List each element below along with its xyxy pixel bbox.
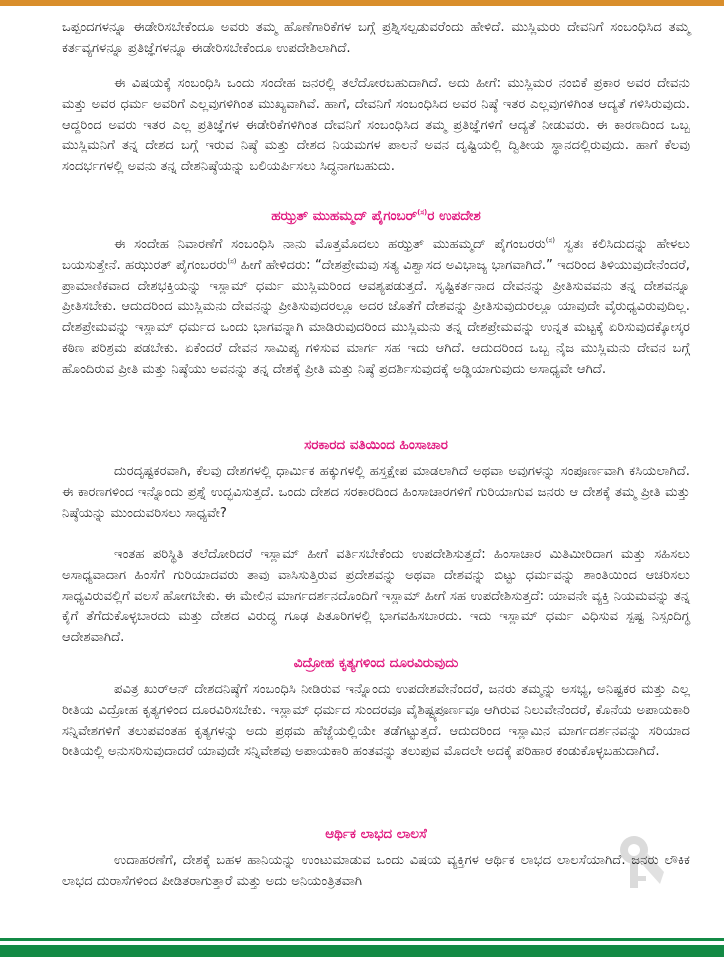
text: ಸ್ವತಃ ಕಲಿಸಿದುದನ್ನು ಹೇಳಲು ಬಯಸುತ್ತೇನೆ. ಹಝುರತ್ ಪೈಗಂಬರರು	[62, 237, 690, 273]
honorific-superscript: (ಸ)	[227, 257, 237, 266]
honorific-superscript: (ಸ)	[417, 208, 428, 217]
section-heading	[62, 208, 690, 224]
paragraph: ಪವಿತ್ರ ಖುರ್‌ಆನ್ ದೇಶದನಿಷ್ಠೆಗೆ ಸಂಬಂಧಿಸಿ ನೀಡಿರುವ ಇನ್ನೊಂದು ಉಪದೇಶವೇನೆಂದರೆ, ಜನರು ತಮ್ಮನ್ನು ಅಸಭ್ಯ, ಅನಿಷ್ಟಕರ ಮತ್ತು ಎಲ್ಲ ರೀತಿಯ ವಿದ್ರೋಹ ಕೃತ್ಯಗಳಿಂದ ದೂರವಿರಿಸಬೇಕು. ಇಸ್ಲಾಮ್ ಧರ್ಮದ ಸುಂದರವೂ ವೈಶಿಷ್ಟ್ಯಪೂರ್ಣವೂ ಆಗಿರುವ ನಿಲುವೇನೆಂದರೆ, ಕೊನೆಯ ಅಪಾಯಕಾರಿ ಸನ್ನಿವೇಶಗಳಿಗೆ ತಲುಪವಂತಹ ಕೃತ್ಯಗಳನ್ನು ಅದು ಪ್ರಥಮ ಹೆಜ್ಜೆಯಲ್ಲಿಯೇ ತಡೆಗಟ್ಟುತ್ತದೆ. ಆದುದರಿಂದ ಇಸ್ಲಾಮಿನ ಮಾರ್ಗದರ್ಶನವನ್ನು ಸರಿಯಾದ ರೀತಿಯಲ್ಲಿ ಅನುಸರಿಸುವುದಾದರೆ ಯಾವುದೇ ಸನ್ನಿವೇಶವು ಅಪಾಯಕಾರಿ ಹಂತವನ್ನು ತಲುಪುವ ಮೊದಲೇ ಅದಕ್ಕೆ ಪರಿಹಾರ ಕಂಡುಕೊಳ್ಳಬಹುದಾಗಿದೆ.	[62, 682, 690, 760]
paragraph: ಉದಾಹರಣೆಗೆ, ದೇಶಕ್ಕೆ ಬಹಳ ಹಾನಿಯನ್ನು ಉಂಟುಮಾಡುವ ಒಂದು ವಿಷಯ ವ್ಯಕ್ತಿಗಳ ಆರ್ಥಿಕ ಲಾಭದ ಲಾಲಸೆಯಾಗಿದೆ. ಜನರು ಲೌಕಿಕ ಲಾಭದ ದುರಾಸೆಗಳಿಂದ ಪೀಡಿತರಾಗುತ್ತಾರೆ ಮತ್ತು ಅದು ಅನಿಯಂತ್ರಿತವಾಗಿ	[62, 853, 690, 889]
top-accent-bar	[0, 0, 724, 6]
footer-rule-thick	[0, 945, 724, 957]
paragraph	[62, 235, 690, 381]
paragraph: ಇಂತಹ ಪರಿಸ್ಥಿತಿ ತಲೆದೋರಿದರೆ ಇಸ್ಲಾಮ್ ಹೀಗೆ ವರ್ತಿಸಬೇಕೆಂದು ಉಪದೇಶಿಸುತ್ತದೆ: ಹಿಂಸಾಚಾರ ಮಿತಿಮೀರಿದಾಗ ಮತ್ತು ಸಹಿಸಲು ಅಸಾಧ್ಯವಾದಾಗ ಹಿಂಸೆಗೆ ಗುರಿಯಾದವರು ತಾವು ವಾಸಿಸುತ್ತಿರುವ ಪ್ರದೇಶವನ್ನು ಅಥವಾ ದೇಶವನ್ನು ಬಿಟ್ಟು ಧರ್ಮವನ್ನು ಶಾಂತಿಯಿಂದ ಆಚರಿಸಲು ಸಾಧ್ಯವಿರುವಲ್ಲಿಗೆ ವಲಸೆ ಹೋಗಬೇಕು. ಈ ಮೇಲಿನ ಮಾರ್ಗದರ್ಶನದೊಂದಿಗೆ ಇಸ್ಲಾಮ್ ಹೀಗೆ ಸಹ ಉಪದೇಶಿಸುತ್ತದೆ: ಯಾವನೇ ವ್ಯಕ್ತಿ ನಿಯಮವನ್ನು ತನ್ನ ಕೈಗೆ ತೆಗೆದುಕೊಳ್ಳಬಾರದು ಮತ್ತು ದೇಶದ ವಿರುದ್ಧ ಗೂಢ ಪಿತೂರಿಗಳಲ್ಲಿ ಭಾಗವಹಿಸಬಾರದು. ಇದು ಇಸ್ಲಾಮ್ ಧರ್ಮ ವಿಧಿಸುವ ಸ್ಪಷ್ಟ ನಿಸ್ಸಂದಿಗ್ಧ ಆದೇಶವಾಗಿದೆ.	[62, 547, 690, 646]
paragraph: ಈ ವಿಷಯಕ್ಕೆ ಸಂಬಂಧಿಸಿ ಒಂದು ಸಂದೇಹ ಜನರಲ್ಲಿ ತಲೆದೋರಬಹುದಾಗಿದೆ. ಅದು ಹೀಗೆ: ಮುಸ್ಲಿಮರ ನಂಬಿಕೆ ಪ್ರಕಾರ ಅವರ ದೇವನು ಮತ್ತು ಅವರ ಧರ್ಮ ಅವರಿಗೆ ಎಲ್ಲವುಗಳಿಗಿಂತ ಮುಖ್ಯವಾಗಿವೆ. ಹಾಗೆ, ದೇವನಿಗೆ ಸಂಬಂಧಿಸಿದ ಅವರ ನಿಷ್ಠೆ ಇತರ ಎಲ್ಲವುಗಳಿಗಿಂತ ಆದ್ಯತೆ ಗಳಿಸಿರುವುದು. ಆದ್ದರಿಂದ ಅವರು ಇತರ ಎಲ್ಲ ಪ್ರತಿಜ್ಞೆಗಳ ಈಡೇರಿಕೆಗಳಿಗಿಂತ ದೇವನಿಗೆ ಸಂಬಂಧಿಸಿದ ತಮ್ಮ ಪ್ರತಿಜ್ಞೆಗಳಿಗೆ ಆದ್ಯತೆ ನೀಡುವರು. ಈ ಕಾರಣದಿಂದ ಒಬ್ಬ ಮುಸ್ಲಿಮನಿಗೆ ತನ್ನ ದೇಶದ ಬಗ್ಗೆ ಇರುವ ನಿಷ್ಠೆ ಮತ್ತು ದೇಶದ ನಿಯಮಗಳ ಪಾಲನೆ ಅವನ ದೃಷ್ಟಿಯಲ್ಲಿ ದ್ವಿತೀಯ ಸ್ಥಾನದಲ್ಲಿರುವುದು. ಹಾಗೆ ಕೆಲವು ಸಂದರ್ಭಗಳಲ್ಲಿ ಅವನು ತನ್ನ ದೇಶನಿಷ್ಠೆಯನ್ನು ಬಲಿಯರ್ಪಿಸಲು ಸಿದ್ಧನಾಗಬಹುದು.	[62, 76, 690, 175]
footer-rule-thin	[0, 938, 724, 941]
heading-text: ಹಝ್ರತ್ ಮುಹಮ್ಮದ್ ಪೈಗಂಬರ್	[271, 208, 418, 224]
section-heading: ಆರ್ಥಿಕ ಲಾಭದ ಲಾಲಸೆ	[325, 826, 427, 842]
section-heading: ವಿದ್ರೋಹ ಕೃತ್ಯಗಳಿಂದ ದೂರವಿರುವುದು	[293, 655, 459, 671]
text: ಹೀಗೆ ಹೇಳಿದರು: “ದೇಶಪ್ರೇಮವು ಸತ್ಯ ವಿಶ್ವಾಸದ ಅವಿಭಾಜ್ಯ ಭಾಗವಾಗಿದೆ.” ಇದರಿಂದ ತಿಳಿಯುವುದೇನೆಂದರೆ, ಪ್ರಾಮಾಣಿಕವಾದ ದೇಶಭಕ್ತಿಯನ್ನು ಇಸ್ಲಾಮ್ ಧರ್ಮ ಮುಸ್ಲಿಮರಿಂದ ಆವಶ್ಯಪಡುತ್ತದೆ. ಸೃಷ್ಟಿಕರ್ತನಾದ ದೇವನನ್ನು ಪ್ರೀತಿಸುವವನು ತನ್ನ ದೇಶವನ್ನೂ ಪ್ರೀತಿಸಬೇಕು. ಆದುದರಿಂದ ಮುಸ್ಲಿಮನು ದೇವನನ್ನು ಪ್ರೀತಿಸುವುದರಲ್ಲೂ ಅದರ ಜೊತೆಗೆ ದೇಶವನ್ನು ಪ್ರೀತಿಸುವುದುರಲ್ಲೂ ಯಾವುದೇ ವೈರುಧ್ಯವಿರುವುದಿಲ್ಲ. ದೇಶಪ್ರೇಮವನ್ನು ಇಸ್ಲಾಮ್ ಧರ್ಮದ ಒಂದು ಭಾಗವನ್ನಾಗಿ ಮಾಡಿರುವುದರಿಂದ ಮುಸ್ಲಿಮನು ತನ್ನ ದೇಶಪ್ರೇಮವನ್ನು ಉನ್ನತ ಮಟ್ಟಕ್ಕೆ ಏರಿಸುವುದಕ್ಕೋಸ್ಕರ ಕಠಿಣ ಪರಿಶ್ರಮ ಪಡಬೇಕು. ಏಕೆಂದರೆ ದೇವನ ಸಾಮಿಪ್ಯ ಗಳಿಸುವ ಮಾರ್ಗ ಸಹ ಇದು ಆಗಿದೆ. ಆದುದರಿಂದ ಒಬ್ಬ ನೈಜ ಮುಸ್ಲಿಮನು ದೇವನ ಬಗ್ಗೆ ಹೊಂದಿರುವ ಪ್ರೀತಿ ಮತ್ತು ನಿಷ್ಠೆಯು ಅವನನ್ನು ತನ್ನ ದೇಶಕ್ಕೆ ಪ್ರೀತಿ ಮತ್ತು ನಿಷ್ಠೆ ಪ್ರದರ್ಶಿಸುವುದಕ್ಕೆ ಅಡ್ಡಿಯಾಗುವುದು ಅಸಾಧ್ಯವೇ ಆಗಿದೆ.	[62, 257, 690, 377]
section-heading: ಸರಕಾರದ ವತಿಯಿಂದ ಹಿಂಸಾಚಾರ	[304, 437, 448, 453]
honorific-superscript: (ಸ)	[545, 236, 555, 245]
text: ಈ ಸಂದೇಹ ನಿವಾರಣೆಗೆ ಸಂಬಂಧಿಸಿ ನಾನು ಮೊತ್ತಮೊದಲು ಹಝ್ರತ್ ಮುಹಮ್ಮದ್ ಪೈಗಂಬರರು	[114, 237, 546, 252]
heading-text-suffix: ರ ಉಪದೇಶ	[427, 208, 481, 224]
paragraph: ದುರದೃಷ್ಟಕರವಾಗಿ, ಕೆಲವು ದೇಶಗಳಲ್ಲಿ ಧಾರ್ಮಿಕ ಹಕ್ಕುಗಳಲ್ಲಿ ಹಸ್ತಕ್ಷೇಪ ಮಾಡಲಾಗಿದೆ ಅಥವಾ ಅವುಗಳನ್ನು ಸಂಪೂರ್ಣವಾಗಿ ಕಸಿಯಲಾಗಿದೆ. ಈ ಕಾರಣಗಳಿಂದ ಇನ್ನೊಂದು ಪ್ರಶ್ನೆ ಉದ್ಭವಿಸುತ್ತದೆ. ಒಂದು ದೇಶದ ಸರಕಾರದಿಂದ ಹಿಂಸಾಚಾರಗಳಿಗೆ ಗುರಿಯಾಗುವ ಜನರು ಆ ದೇಶಕ್ಕೆ ತಮ್ಮ ಪ್ರೀತಿ ಮತ್ತು ನಿಷ್ಠೆಯನ್ನು ಮುಂದುವರಿಸಲು ಸಾಧ್ಯವೇ?	[62, 464, 690, 521]
paragraph-continued: ಒಪ್ಪಂದಗಳನ್ನೂ ಈಡೇರಿಸಬೇಕೆಂದೂ ಅವರು ತಮ್ಮ ಹೊಣೆಗಾರಿಕೆಗಳ ಬಗ್ಗೆ ಪ್ರಶ್ನಿಸಲ್ಪಡುವರೆಂದು ಹೇಳಿದೆ. ಮುಸ್ಲಿಮರು ದೇವನಿಗೆ ಸಂಬಂಧಿಸಿದ ತಮ್ಮ ಕರ್ತವ್ಯಗಳನ್ನೂ ಪ್ರತಿಜ್ಞೆಗಳನ್ನೂ ಈಡೇರಿಸಬೇಕೆಂದೂ ಉಪದೇಶಿಲಾಗಿದೆ.	[62, 20, 690, 56]
